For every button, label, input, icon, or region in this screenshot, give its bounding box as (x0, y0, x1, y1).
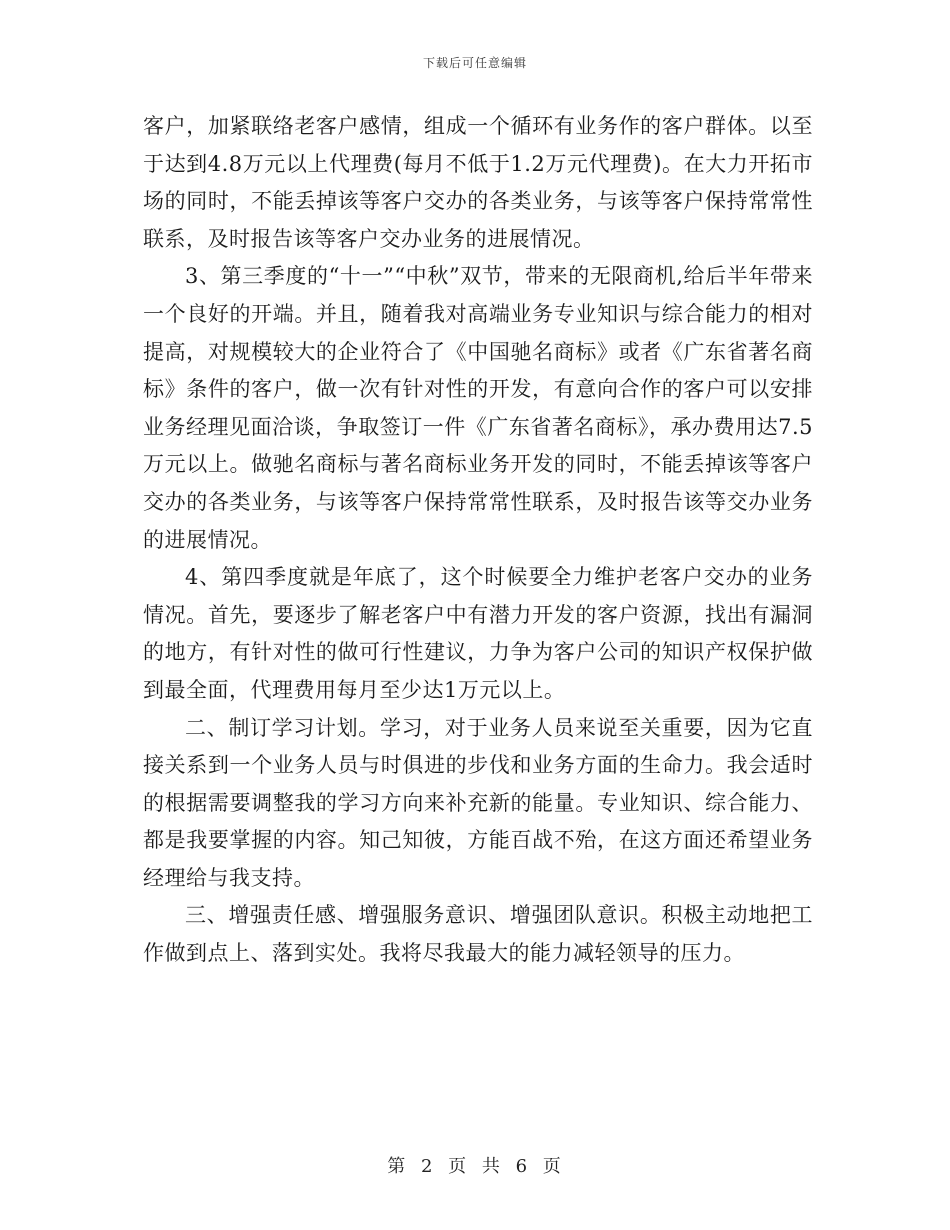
page-header: 下载后可任意编辑 (422, 56, 527, 70)
paragraph-responsibility: 三、增强责任感、增强服务意识、增强团队意识。积极主动地把工作做到点上、落到实处。我将尽我最大的能力减轻领导的压力。 (143, 903, 813, 966)
paragraph-q4: 4、第四季度就是年底了，这个时候要全力维护老客户交办的业务情况。首先，要逐步了解老客户中有潜力开发的客户资源，找出有漏洞的地方，有针对性的做可行性建议，力争为客户公司的知识产权保护做到最全面，代理费用每月至少达1万元以上。 (143, 565, 813, 702)
document-body (143, 108, 813, 973)
paragraph-continuation: 客户，加紧联络老客户感情，组成一个循环有业务作的客户群体。以至于达到4.8万元以上代理费(每月不低于1.2万元代理费)。在大力开拓市场的同时，不能丢掉该等客户交办的各类业务，与该等客户保持常常性联系，及时报告该等客户交办业务的进展情况。 (143, 114, 813, 251)
paragraph-study-plan: 二、制订学习计划。学习，对于业务人员来说至关重要，因为它直接关系到一个业务人员与时俱进的步伐和业务方面的生命力。我会适时的根据需要调整我的学习方向来补充新的能量。专业知识、综合能力、都是我要掌握的内容。知己知彼，方能百战不殆，在这方面还希望业务经理给与我支持。 (143, 715, 813, 890)
page-number: 第 2 页 共 6 页 (387, 1156, 563, 1177)
paragraph-q3: 3、第三季度的“十一”“中秋”双节，带来的无限商机,给后半年带来一个良好的开端。并且，随着我对高端业务专业知识与综合能力的相对提高，对规模较大的企业符合了《中国驰名商标》或者《广东省著名商标》条件的客户，做一次有针对性的开发，有意向合作的客户可以安排业务经理见面洽谈，争取签订一件《广东省著名商标》，承办费用达7.5万元以上。做驰名商标与著名商标业务开发的同时，不能丢掉该等客户交办的各类业务，与该等客户保持常常性联系，及时报告该等交办业务的进展情况。 (143, 264, 813, 552)
